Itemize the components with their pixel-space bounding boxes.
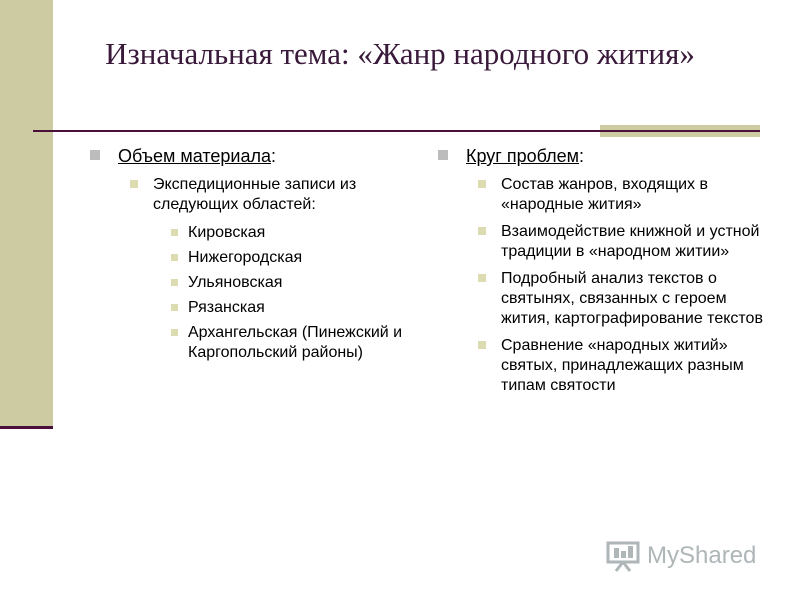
left-heading: Объем материала (118, 146, 271, 166)
square-bullet-icon (171, 304, 178, 311)
problem-text: Взаимодействие книжной и устной традиции в «народном житии» (501, 223, 760, 260)
slide-title: Изначальная тема: «Жанр народного жития» (105, 36, 695, 71)
left-decorative-strip (0, 0, 53, 426)
square-bullet-icon (90, 150, 100, 160)
problem-text: Состав жанров, входящих в «народные жития» (501, 176, 708, 213)
right-column (438, 145, 768, 403)
region-item (90, 223, 420, 243)
problem-text: Сравнение «народных житий» святых, принадлежащих разным типам святости (501, 337, 744, 394)
square-bullet-icon (130, 180, 138, 188)
left-sub-text: Экспедиционные записи из следующих областей: (153, 176, 357, 213)
region-item (90, 248, 420, 268)
region-text: Нижегородская (188, 249, 303, 266)
left-column (90, 145, 420, 368)
presentation-board-icon (605, 540, 641, 572)
square-bullet-icon (171, 229, 178, 236)
right-heading-bullet (438, 145, 768, 167)
square-bullet-icon (478, 274, 486, 282)
left-sub-bullet (90, 175, 420, 215)
region-item (90, 323, 420, 363)
square-bullet-icon (478, 180, 486, 188)
region-text: Рязанская (188, 299, 265, 316)
problem-text: Подробный анализ текстов о святынях, связанных с героем жития, картографирование текстов (501, 270, 763, 327)
problem-item (438, 222, 768, 262)
title-accent-line (600, 130, 760, 132)
left-heading-colon: : (270, 146, 276, 166)
watermark-text: MyShared (647, 542, 757, 569)
region-text: Ульяновская (188, 274, 283, 291)
square-bullet-icon (171, 254, 178, 261)
problem-item (438, 175, 768, 215)
square-bullet-icon (171, 279, 178, 286)
square-bullet-icon (478, 227, 486, 235)
region-text: Кировская (188, 224, 266, 241)
region-item (90, 298, 420, 318)
square-bullet-icon (171, 329, 178, 336)
left-strip-underline (0, 426, 53, 429)
square-bullet-icon (438, 150, 448, 160)
watermark-logo (605, 538, 770, 574)
square-bullet-icon (478, 341, 486, 349)
problem-item (438, 336, 768, 396)
region-text: Архангельская (Пинежский и Каргопольский районы) (188, 324, 403, 361)
problem-item (438, 269, 768, 329)
left-heading-bullet (90, 145, 420, 167)
right-heading-colon: : (579, 146, 585, 166)
region-item (90, 273, 420, 293)
right-heading: Круг проблем (466, 146, 580, 166)
